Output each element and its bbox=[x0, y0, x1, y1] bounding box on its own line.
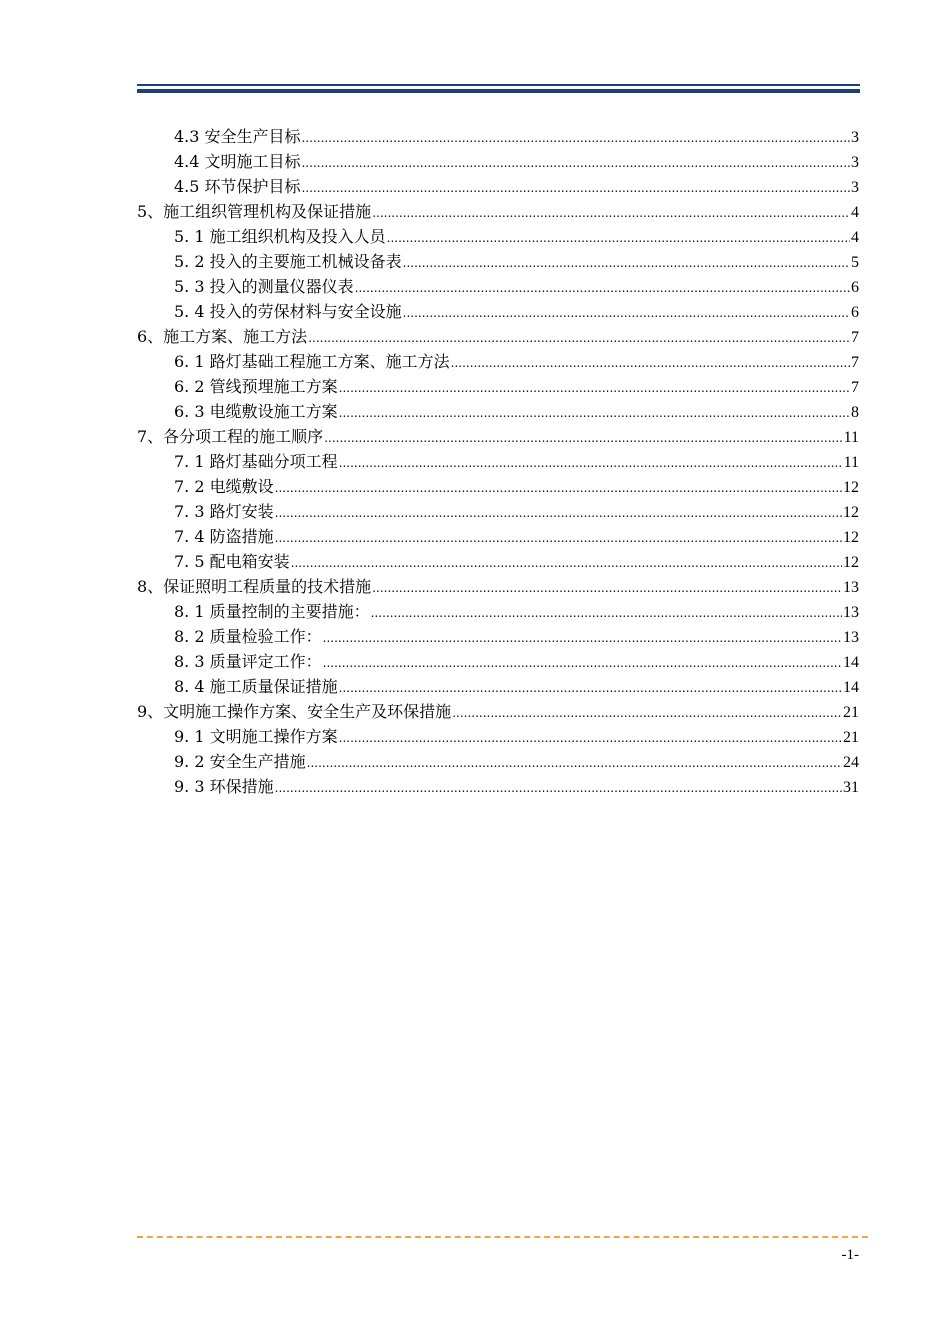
toc-dot-leader bbox=[302, 126, 850, 151]
toc-entry-title: 4.5 环节保护目标 bbox=[174, 177, 301, 196]
toc-entry-page: 21 bbox=[843, 729, 859, 746]
toc-entry-title: 7. 3 路灯安装 bbox=[174, 502, 274, 521]
toc-dot-leader bbox=[307, 751, 842, 776]
toc-entry[interactable] bbox=[137, 624, 859, 649]
toc-entry-page: 12 bbox=[843, 479, 859, 496]
toc-entry-title: 8. 3 质量评定工作： bbox=[174, 652, 322, 671]
toc-entry-page: 13 bbox=[843, 579, 859, 596]
toc-entry-page: 7 bbox=[851, 354, 859, 371]
header-rule bbox=[137, 84, 860, 93]
toc-entry[interactable] bbox=[137, 699, 859, 724]
toc-dot-leader bbox=[275, 476, 842, 501]
toc-dot-leader bbox=[339, 376, 850, 401]
toc-dot-leader bbox=[387, 226, 850, 251]
toc-entry-page: 4 bbox=[851, 229, 859, 246]
toc-entry-page: 14 bbox=[843, 679, 859, 696]
toc-entry-page: 12 bbox=[843, 529, 859, 546]
toc-entry-title: 5. 2 投入的主要施工机械设备表 bbox=[174, 252, 402, 271]
toc-entry-title: 4.3 安全生产目标 bbox=[174, 127, 301, 146]
toc-entry-title: 6. 1 路灯基础工程施工方案、施工方法 bbox=[174, 352, 450, 371]
toc-entry-page: 5 bbox=[851, 254, 859, 271]
toc-entry-page: 14 bbox=[843, 654, 859, 671]
header-rule-thin-line bbox=[137, 84, 860, 86]
toc-entry[interactable] bbox=[137, 649, 859, 674]
toc-entry[interactable] bbox=[137, 199, 859, 224]
toc-dot-leader bbox=[339, 401, 850, 426]
toc-dot-leader bbox=[339, 451, 843, 476]
table-of-contents bbox=[137, 124, 859, 799]
toc-entry[interactable] bbox=[137, 349, 859, 374]
toc-entry[interactable] bbox=[137, 524, 859, 549]
toc-entry[interactable] bbox=[137, 149, 859, 174]
toc-entry[interactable] bbox=[137, 499, 859, 524]
toc-entry-page: 11 bbox=[843, 429, 859, 446]
toc-dot-leader bbox=[371, 601, 842, 626]
toc-entry-title: 7. 1 路灯基础分项工程 bbox=[174, 452, 338, 471]
toc-entry-title: 5. 1 施工组织机构及投入人员 bbox=[174, 227, 386, 246]
toc-entry-page: 13 bbox=[843, 629, 859, 646]
toc-entry-page: 6 bbox=[851, 304, 859, 321]
toc-entry-page: 31 bbox=[843, 779, 859, 796]
toc-entry[interactable] bbox=[137, 249, 859, 274]
toc-entry[interactable] bbox=[137, 749, 859, 774]
toc-entry-page: 3 bbox=[851, 179, 859, 196]
toc-entry[interactable] bbox=[137, 474, 859, 499]
toc-dot-leader bbox=[275, 776, 842, 801]
toc-entry-page: 21 bbox=[843, 704, 859, 721]
toc-entry[interactable] bbox=[137, 324, 859, 349]
toc-entry-title: 5. 3 投入的测量仪器仪表 bbox=[174, 277, 354, 296]
toc-entry-page: 7 bbox=[851, 329, 859, 346]
toc-entry-page: 4 bbox=[851, 204, 859, 221]
toc-dot-leader bbox=[403, 251, 850, 276]
toc-entry-title: 9. 1 文明施工操作方案 bbox=[174, 727, 338, 746]
page-number: -1- bbox=[841, 1247, 859, 1263]
toc-entry[interactable] bbox=[137, 599, 859, 624]
toc-entry-title: 8. 4 施工质量保证措施 bbox=[174, 677, 338, 696]
toc-dot-leader bbox=[339, 726, 842, 751]
toc-entry-page: 7 bbox=[851, 379, 859, 396]
toc-dot-leader bbox=[302, 176, 850, 201]
toc-entry[interactable] bbox=[137, 574, 859, 599]
toc-dot-leader bbox=[339, 676, 842, 701]
toc-entry[interactable] bbox=[137, 399, 859, 424]
toc-dot-leader bbox=[323, 626, 842, 651]
toc-entry-page: 12 bbox=[843, 504, 859, 521]
toc-dot-leader bbox=[452, 701, 842, 726]
toc-entry[interactable] bbox=[137, 549, 859, 574]
toc-dot-leader bbox=[323, 651, 842, 676]
toc-entry-page: 8 bbox=[851, 404, 859, 421]
toc-entry-title: 5、施工组织管理机构及保证措施 bbox=[137, 202, 372, 221]
toc-entry-title: 9. 2 安全生产措施 bbox=[174, 752, 306, 771]
toc-entry[interactable] bbox=[137, 674, 859, 699]
toc-entry-page: 3 bbox=[851, 129, 859, 146]
toc-entry-title: 6、施工方案、施工方法 bbox=[137, 327, 308, 346]
toc-entry-title: 8. 1 质量控制的主要措施： bbox=[174, 602, 370, 621]
toc-dot-leader bbox=[451, 351, 850, 376]
toc-entry-title: 5. 4 投入的劳保材料与安全设施 bbox=[174, 302, 402, 321]
toc-entry-page: 11 bbox=[843, 454, 859, 471]
toc-entry-title: 7. 5 配电箱安装 bbox=[174, 552, 290, 571]
toc-entry-page: 12 bbox=[843, 554, 859, 571]
toc-entry[interactable] bbox=[137, 124, 859, 149]
toc-entry-title: 7. 4 防盗措施 bbox=[174, 527, 274, 546]
toc-entry-title: 6. 2 管线预埋施工方案 bbox=[174, 377, 338, 396]
toc-dot-leader bbox=[291, 551, 842, 576]
toc-entry[interactable] bbox=[137, 724, 859, 749]
toc-entry[interactable] bbox=[137, 174, 859, 199]
toc-dot-leader bbox=[302, 151, 850, 176]
toc-entry-page: 13 bbox=[843, 604, 859, 621]
toc-entry-page: 6 bbox=[851, 279, 859, 296]
toc-entry[interactable] bbox=[137, 449, 859, 474]
toc-dot-leader bbox=[372, 201, 850, 226]
toc-entry-title: 8、保证照明工程质量的技术措施 bbox=[137, 577, 372, 596]
toc-entry-title: 9、文明施工操作方案、安全生产及环保措施 bbox=[137, 702, 452, 721]
toc-dot-leader bbox=[355, 276, 850, 301]
toc-entry-title: 8. 2 质量检验工作： bbox=[174, 627, 322, 646]
toc-entry[interactable] bbox=[137, 224, 859, 249]
toc-entry[interactable] bbox=[137, 274, 859, 299]
toc-entry[interactable] bbox=[137, 424, 859, 449]
toc-entry[interactable] bbox=[137, 774, 859, 799]
toc-dot-leader bbox=[372, 576, 842, 601]
toc-dot-leader bbox=[275, 526, 842, 551]
toc-dot-leader bbox=[403, 301, 850, 326]
toc-entry-title: 6. 3 电缆敷设施工方案 bbox=[174, 402, 338, 421]
toc-entry-page: 24 bbox=[843, 754, 859, 771]
toc-entry[interactable] bbox=[137, 299, 859, 324]
toc-dot-leader bbox=[275, 501, 842, 526]
toc-dot-leader bbox=[324, 426, 842, 451]
toc-entry-title: 7. 2 电缆敷设 bbox=[174, 477, 274, 496]
toc-entry-title: 4.4 文明施工目标 bbox=[174, 152, 301, 171]
toc-entry-title: 9. 3 环保措施 bbox=[174, 777, 274, 796]
toc-entry[interactable] bbox=[137, 374, 859, 399]
toc-entry-page: 3 bbox=[851, 154, 859, 171]
toc-dot-leader bbox=[308, 326, 850, 351]
header-rule-thick-line bbox=[137, 89, 860, 93]
footer-dashed-rule bbox=[137, 1236, 868, 1238]
toc-entry-title: 7、各分项工程的施工顺序 bbox=[137, 427, 324, 446]
